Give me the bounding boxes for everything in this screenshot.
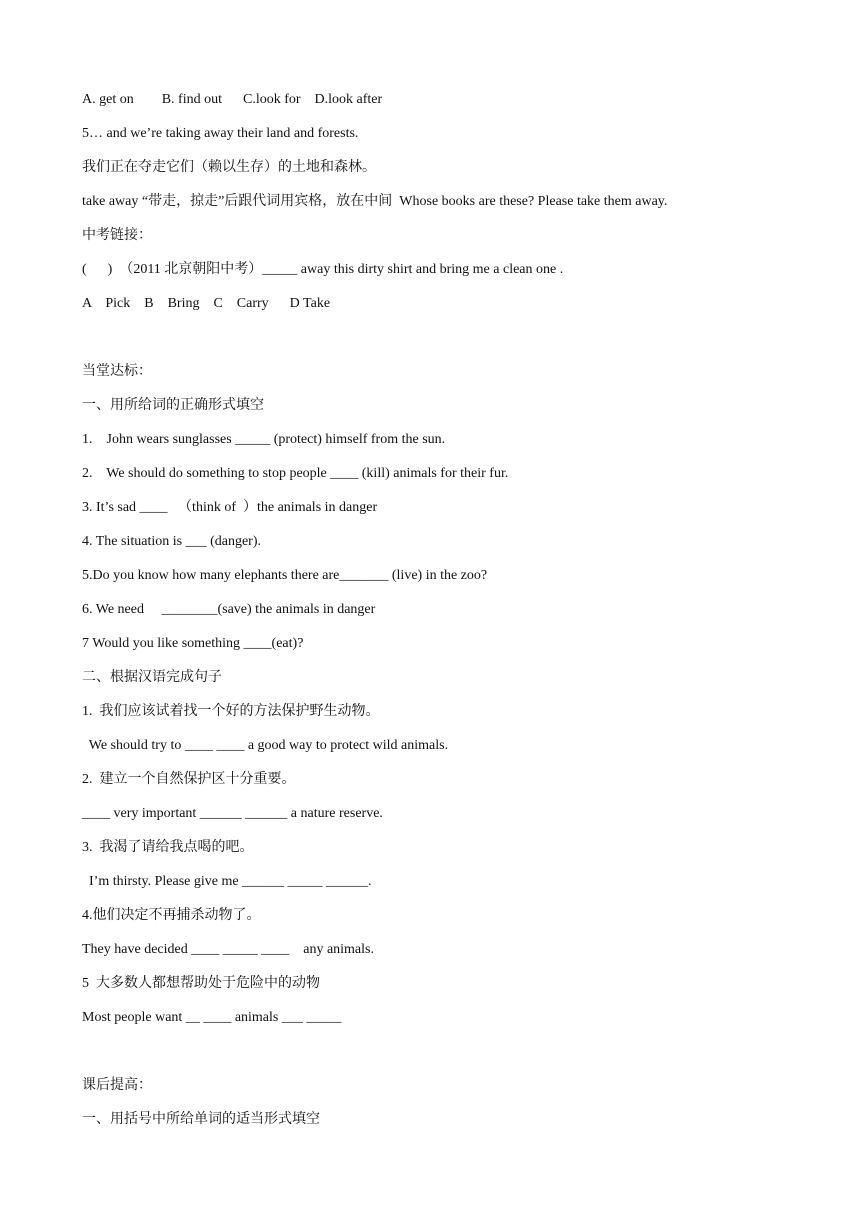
section-heading-after-class: 课后提高： (82, 1078, 152, 1093)
subsection-heading-word-forms: 一、用括号中所给单词的适当形式填空 (82, 1112, 320, 1127)
chinese-prompt: 2. 建立一个自然保护区十分重要。 (82, 772, 296, 787)
english-sentence: They have decided ____ _____ ____ any animals. (82, 942, 374, 957)
document-body (82, 88, 802, 1142)
english-sentence: ____ very important ______ ______ a nature reserve. (82, 806, 383, 821)
subsection-heading-complete-sentences: 二、根据汉语完成句子 (82, 670, 222, 685)
english-sentence: I’m thirsty. Please give me ______ _____ ______. (82, 874, 372, 889)
translation-line: 我们正在夺走它们（赖以生存）的土地和森林。 (82, 160, 376, 175)
question-item: 6. We need ________(save) the animals in danger (82, 602, 376, 617)
question-item: 7 Would you like something ____(eat)? (82, 636, 304, 651)
subsection-heading-fill-blanks: 一、用所给词的正确形式填空 (82, 398, 264, 413)
chinese-prompt: 4.他们决定不再捕杀动物了。 (82, 908, 261, 923)
question-item: 5.Do you know how many elephants there are_______ (live) in the zoo? (82, 568, 488, 583)
chinese-prompt: 3. 我渴了请给我点喝的吧。 (82, 840, 254, 855)
section-heading-class-practice: 当堂达标： (82, 364, 152, 379)
question-item: 2. We should do something to stop people ____ (kill) animals for their fur. (82, 466, 509, 481)
exam-question: ( ) （2011 北京朝阳中考）_____ away this dirty shirt and bring me a clean one . (82, 262, 564, 277)
english-sentence: Most people want __ ____ animals ___ _____ (82, 1010, 342, 1025)
blank-line (82, 326, 802, 360)
english-sentence: We should try to ____ ____ a good way to protect wild animals. (82, 738, 449, 753)
question-item: 1. John wears sunglasses _____ (protect) himself from the sun. (82, 432, 446, 447)
options-line: A. get on B. find out C.look for D.look after (82, 92, 383, 107)
chinese-prompt: 1. 我们应该试着找一个好的方法保护野生动物。 (82, 704, 380, 719)
chinese-prompt: 5 大多数人都想帮助处于危险中的动物 (82, 976, 320, 991)
exam-options: A Pick B Bring C Carry D Take (82, 296, 331, 311)
blank-line (82, 1040, 802, 1074)
example-sentence: 5… and we’re taking away their land and forests. (82, 126, 359, 141)
grammar-note: take away “带走，掠走”后跟代词用宾格，放在中间 Whose books are these? Please take them away. (82, 194, 668, 209)
section-heading-exam-link: 中考链接： (82, 228, 152, 243)
question-item: 4. The situation is ___ (danger). (82, 534, 261, 549)
question-item: 3. It’s sad ____ （think of ）the animals in danger (82, 500, 378, 515)
